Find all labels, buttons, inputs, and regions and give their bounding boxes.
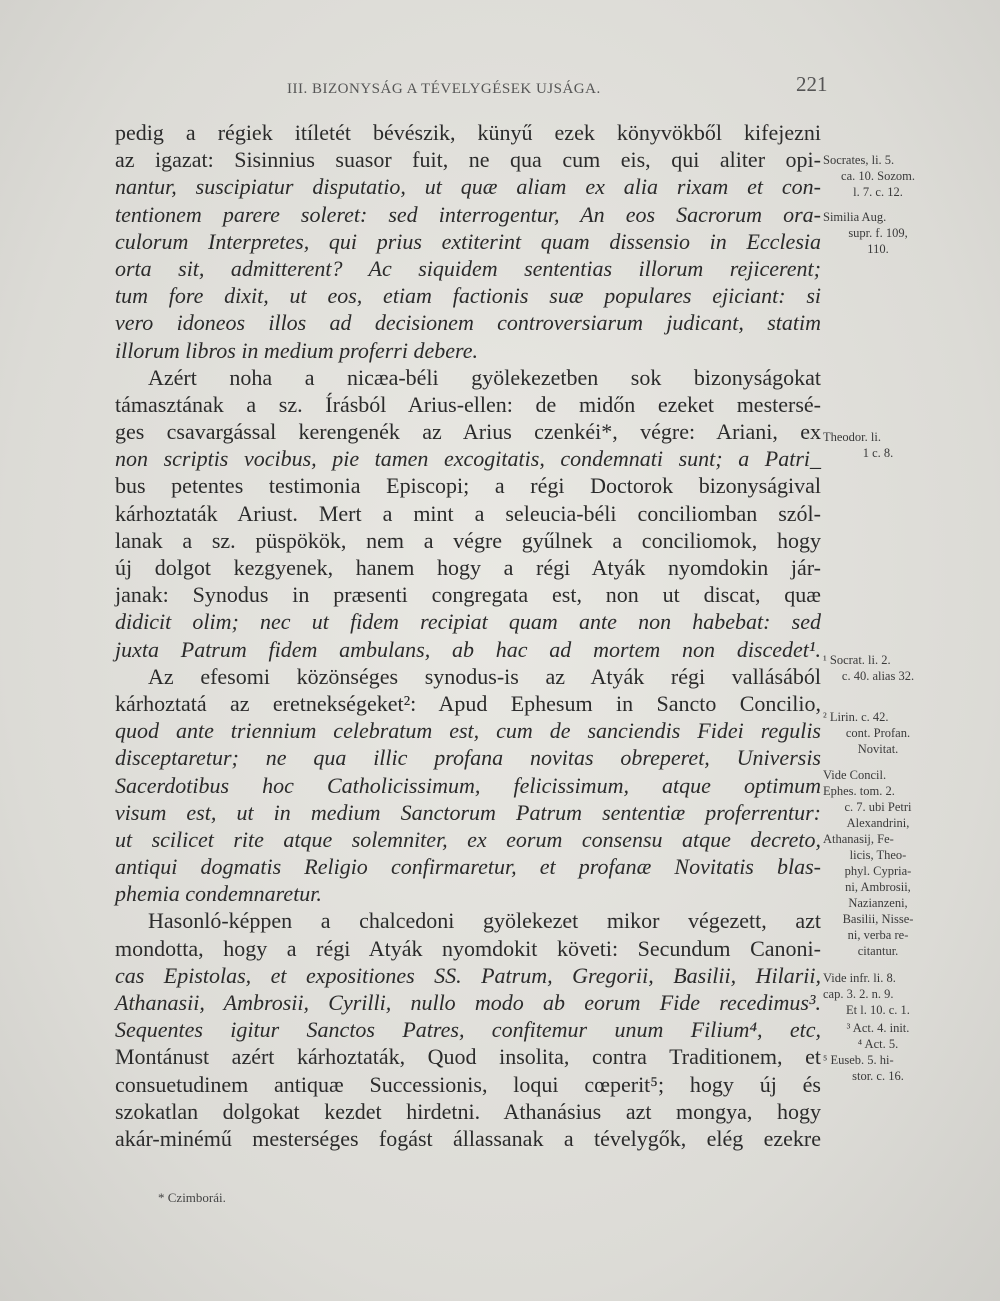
text-line: Sacerdotibus hoc Catholicissimum, felicissimum, atque optimum	[115, 772, 821, 798]
footnote: * Czimborái.	[158, 1190, 226, 1205]
margin-note-line: Ephes. tom. 2.	[823, 784, 895, 798]
text-line: ut scilicet rite atque solemniter, ex eorum consensu atque decreto,	[115, 826, 821, 852]
margin-note-line: c. 40. alias 32.	[841, 669, 915, 683]
margin-note-line: cont. Profan.	[845, 726, 911, 740]
margin-note-line: stor. c. 16.	[852, 1069, 904, 1083]
margin-note-line: ⁵ Euseb. 5. hi-	[823, 1053, 894, 1067]
text-line: illorum libros in medium proferri debere.	[115, 337, 478, 363]
running-header: III. BIZONYSÁG A TÉVELYGÉSEK UJSÁGA.	[287, 81, 601, 97]
margin-note-line: ni, verba re-	[847, 928, 909, 942]
text-line: culorum Interpretes, qui prius extiterint quam dissensio in Ecclesia	[115, 228, 821, 254]
text-line: Montánust azért kárhoztaták, Quod insolita, contra Traditionem, et	[115, 1044, 821, 1070]
text-line: tentionem parere soleret: sed interrogentur, An eos Sacrorum ora-	[115, 201, 821, 227]
body-text	[115, 119, 821, 1152]
text-line: antiqui dogmatis Religio confirmaretur, et profanæ Novitatis blas-	[115, 854, 821, 880]
margin-note	[823, 709, 995, 757]
text-line: consuetudinem antiquæ Successionis, loqui cœperit⁵; hogy új és	[115, 1071, 821, 1097]
margin-note-line: 1 c. 8.	[862, 446, 894, 460]
margin-note	[823, 209, 995, 257]
text-line: nantur, suscipiatur disputatio, ut quæ aliam ex alia rixam et con-	[115, 174, 821, 200]
text-line: quod ante triennium celebratum est, cum de sanciendis Fidei regulis	[115, 718, 821, 744]
text-line: Sequentes igitur Sanctos Patres, confitemur unum Filium⁴, etc,	[115, 1017, 821, 1043]
text-line: ges csavargással kerengenék az Arius czenkéi*, végre: Ariani, ex	[115, 419, 821, 445]
margin-note-line: Et l. 10. c. 1.	[846, 1003, 910, 1017]
text-line: non scriptis vocibus, pie tamen excogitatis, condemnati sunt; a Patri_	[115, 446, 821, 472]
text-line: akár-minémű mesterséges fogást állassanak a tévelygők, elég ezekre	[115, 1125, 821, 1151]
text-line: Azért noha a nicæa-béli gyölekezetben sok bizonyságokat	[148, 364, 821, 390]
margin-note-line: Similia Aug.	[823, 210, 887, 224]
text-line: vero idoneos illos ad decisionem controversiarum judicant, statim	[115, 310, 821, 336]
margin-note-line: Basilii, Nisse-	[842, 912, 914, 926]
text-line: cas Epistolas, et expositiones SS. Patrum, Gregorii, Basilii, Hilarii,	[115, 962, 821, 988]
text-line: Hasonló-képpen a chalcedoni gyölekezet mikor végezett, azt	[148, 908, 821, 934]
text-line: lanak a sz. püspökök, nem a végre gyűlnek a conciliomok, hogy	[115, 527, 821, 553]
margin-note-line: Vide infr. li. 8.	[823, 971, 896, 985]
margin-note-line: cap. 3. 2. n. 9.	[823, 987, 894, 1001]
margin-note-line: citantur.	[857, 944, 899, 958]
text-line: janak: Synodus in præsenti congregata est, non ut discat, quæ	[115, 582, 821, 608]
margin-note-line: ⁴ Act. 5.	[857, 1037, 899, 1051]
text-line: támasztának a sz. Írásból Arius-ellen: de midőn ezeket mestersé-	[115, 391, 821, 417]
text-line: pedig a régiek itíletét bévészik, künyű ezek könyvökből kifejezni	[115, 120, 821, 145]
text-line: juxta Patrum fidem ambulans, ab hac ad mortem non discedet¹.	[115, 636, 821, 662]
margin-note	[823, 767, 995, 959]
margin-note-line: 110.	[867, 242, 889, 256]
margin-note-line: supr. f. 109,	[848, 226, 908, 240]
margin-note-line: Vide Concil.	[823, 768, 887, 782]
margin-note-line: ³ Act. 4. init.	[846, 1021, 910, 1035]
text-line: kárhoztaták Ariust. Mert a mint a seleucia-béli conciliomban szól-	[115, 500, 821, 526]
margin-note	[823, 1020, 995, 1084]
text-line: kárhoztatá az eretnekségeket²: Apud Ephesum in Sancto Concilio,	[115, 690, 821, 716]
text-line: új dolgot kezgyenek, hanem hogy a régi Atyák nyomdokin jár-	[115, 555, 821, 580]
margin-note	[823, 152, 995, 200]
margin-note-line: ² Lirin. c. 42.	[823, 710, 889, 724]
text-line: phemia condemnaretur.	[115, 881, 322, 907]
text-line: Athanasii, Ambrosii, Cyrilli, nullo modo ab eorum Fide recedimus³.	[115, 990, 821, 1015]
margin-note-line: l. 7. c. 12.	[853, 185, 903, 199]
margin-note-line: Socrates, li. 5.	[823, 153, 895, 167]
margin-note-line: ¹ Socrat. li. 2.	[823, 653, 891, 667]
text-line: bus petentes testimonia Episcopi; a régi Doctorok bizonyságival	[115, 473, 821, 499]
margin-note	[823, 970, 995, 1018]
text-line: tum fore dixit, ut eos, etiam factionis suæ populares ejiciant: si	[115, 283, 821, 309]
margin-note-line: Alexandrini,	[846, 816, 910, 830]
text-line: didicit olim; nec ut fidem recipiat quam ante non habebat: sed	[115, 609, 821, 635]
margin-note-line: ni, Ambrosii,	[845, 880, 911, 894]
text-line: Az efesomi közönséges synodus-is az Atyák régi vallásából	[148, 663, 821, 689]
margin-note	[823, 429, 995, 461]
margin-note-line: ca. 10. Sozom.	[841, 169, 915, 183]
margin-note	[823, 652, 995, 684]
text-line: az igazat: Sisinnius suasor fuit, ne qua cum eis, qui aliter opi-	[115, 147, 821, 173]
margin-note-line: c. 7. ubi Petri	[844, 800, 912, 814]
margin-note-line: licis, Theo-	[849, 848, 907, 862]
margin-note-line: Nazianzeni,	[848, 896, 908, 910]
margin-note-line: Athanasij, Fe-	[823, 832, 894, 846]
text-line: visum est, ut in medium Sanctorum Patrum sententiæ proferrentur:	[115, 799, 821, 825]
text-line: disceptaretur; ne qua illic profana novitas obreperet, Universis	[115, 745, 821, 771]
text-line: mondotta, hogy a régi Atyák nyomdokit követi: Secundum Canoni-	[115, 935, 821, 961]
margin-note-line: Theodor. li.	[823, 430, 881, 444]
page-number: 221	[796, 72, 828, 96]
text-line: szokatlan dolgokat kezdet hirdetni. Athanásius azt mongya, hogy	[115, 1098, 821, 1124]
margin-note-line: phyl. Cypria-	[844, 864, 912, 878]
text-line: orta sit, admitterent? Ac siquidem sententias illorum rejicerent;	[115, 255, 821, 281]
margin-note-line: Novitat.	[857, 742, 899, 756]
